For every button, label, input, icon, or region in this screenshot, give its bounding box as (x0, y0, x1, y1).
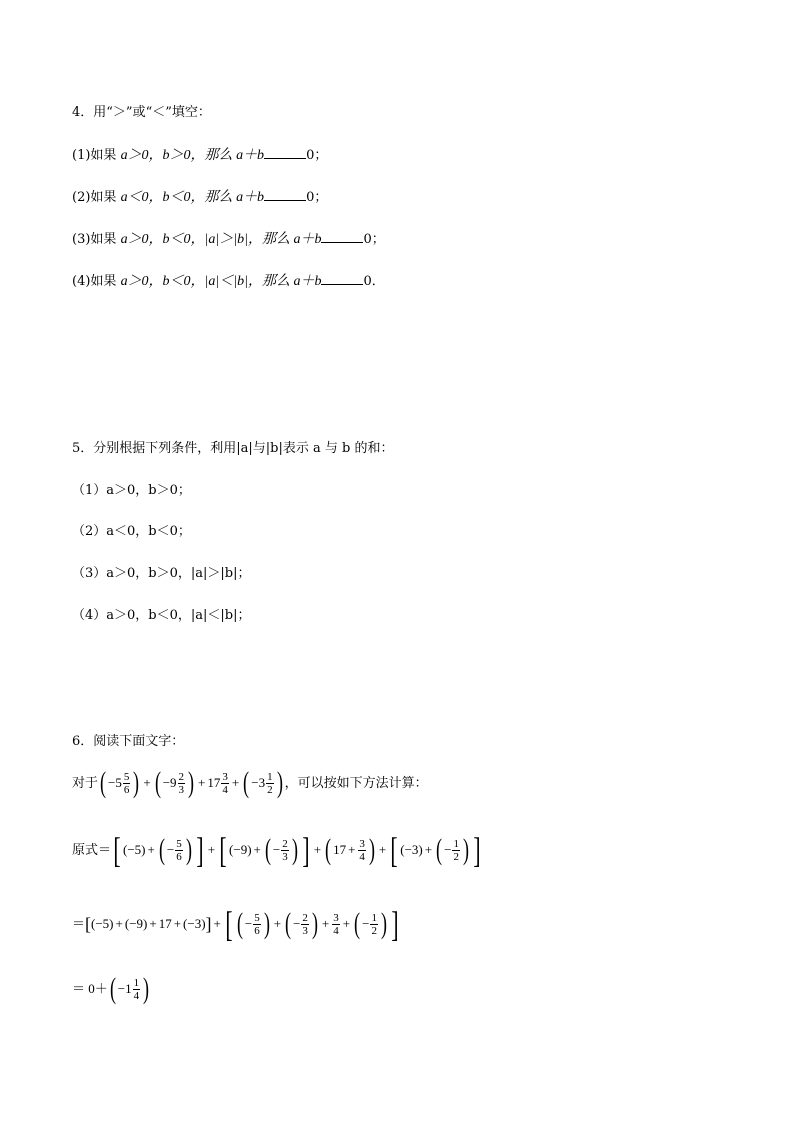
q6-intro: 对于 ( −5 $\frac{5}{6}$ ) + ( −9 $\frac{2}{3}$ ) + 17 $\frac{3}{4}$ + ( −3 $\frac{1}{2}$ ) ，可以按如下方法计算： (72, 766, 428, 799)
q6-step-1: 原式＝ [ (−5) + ( − $\frac{5}{6}$ ) ] + [ (−9) + ( − $\frac{2}{3}$ ) ] + ( 17 + $\frac{3}{4}$ ) + [ (−3) + ( − $\frac{1}{2}$ ) ] (72, 830, 481, 870)
q6-title: 6．阅读下面文字： (72, 734, 185, 749)
q4-item-1: (1)如果 a＞0，b＞0，那么 a＋b 0； (72, 148, 328, 163)
q5-item-2: （2）a＜0，b＜0； (72, 524, 191, 539)
answer-blank (321, 230, 363, 243)
q5-item-1: （1）a＞0，b＞0； (72, 483, 191, 498)
q4-title: 4．用“＞”或“＜”填空： (72, 105, 211, 120)
q6-step-3: ＝ 0＋ ( −1 $\frac{1}{4}$ ) (72, 972, 150, 1005)
q6-step-2: ＝ [ (−5) + (−9) + 17 + (−3) ] + [ ( − $\frac{5}{6}$ ) + ( − $\frac{2}{3}$ ) + $\frac{3}{4}$ + ( − $\frac{1}{2}$ ) ] (72, 904, 399, 944)
q4-item-4: (4)如果 a＞0，b＜0，|a|＜|b|，那么 a＋b 0． (72, 274, 385, 289)
answer-blank (321, 272, 363, 285)
q5-item-4: （4）a＞0，b＜0，|a|＜|b|； (72, 608, 251, 623)
q4-item-2: (2)如果 a＜0，b＜0，那么 a＋b 0； (72, 190, 328, 205)
q5-item-3: （3）a＞0，b＞0，|a|＞|b|； (72, 566, 251, 581)
q4-item-3: (3)如果 a＞0，b＜0，|a|＞|b|，那么 a＋b 0； (72, 232, 385, 247)
answer-blank (264, 146, 306, 159)
answer-blank (264, 188, 306, 201)
q5-title: 5．分别根据下列条件，利用|a|与|b|表示 a 与 b 的和： (72, 441, 394, 456)
